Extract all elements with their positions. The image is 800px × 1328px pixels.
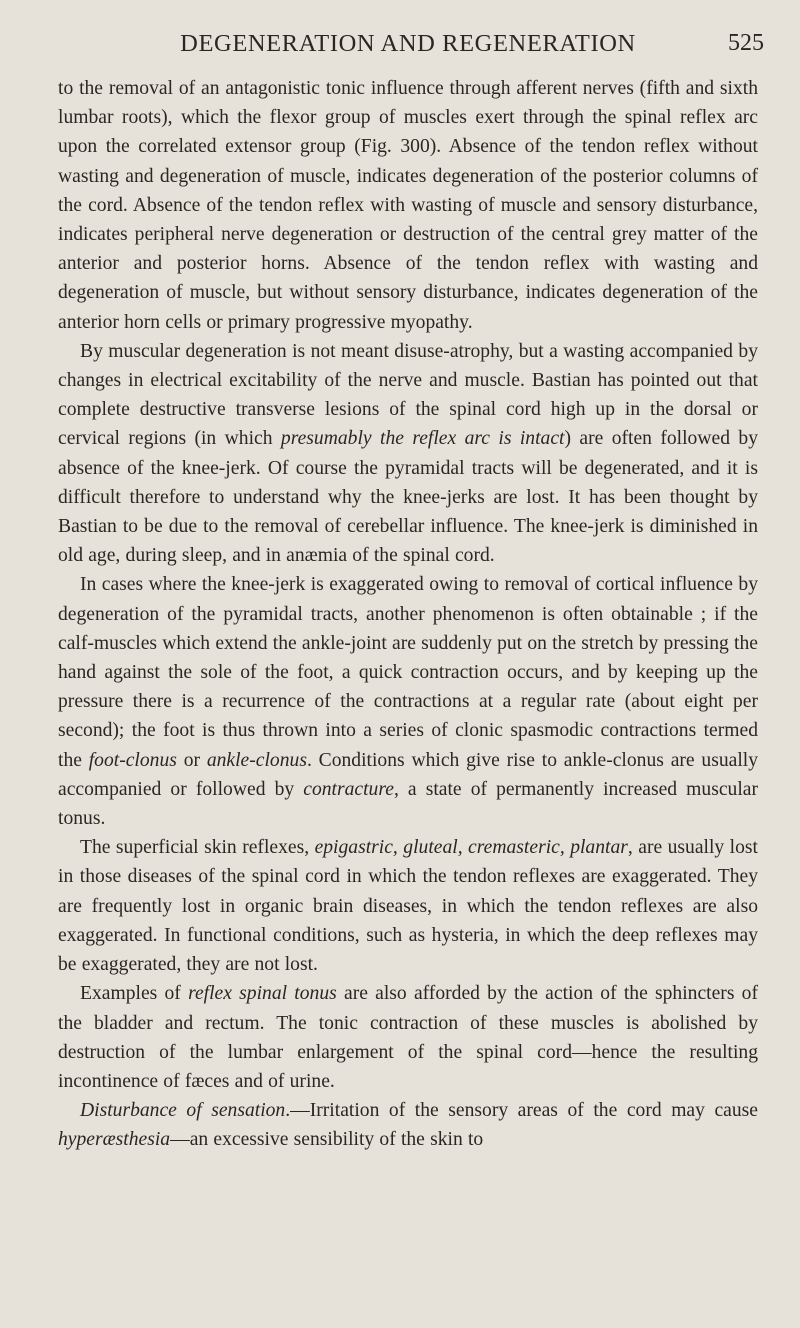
text-run: , are usually lost in those diseases of the spinal cord in which the tendon reflexes are exaggerated. They are frequently lost in organic brain diseases, in which the tendon reflexes are also exaggerated. In functional conditions, such as hysteria, in which the deep reflexes may be exaggerated, they are not lost.: [58, 837, 758, 976]
text-run: By muscular degeneration is not meant disuse-atrophy, but a wasting accompanied by changes in electrical excitability of the nerve and muscle. Bastian has pointed out that complete destructive transverse lesions of the spinal cord high up in the dorsal or cervical regions (in which: [58, 340, 758, 450]
text-run: . Conditions which give rise to ankle-clonus are usually accompanied or followed by: [58, 749, 759, 800]
text-run: Examples of: [80, 983, 189, 1005]
italic-term: Disturbance of sensation: [80, 1100, 286, 1122]
italic-term: hyperæsthesia: [58, 1129, 171, 1151]
text-run: —an excessive sensibility of the skin to: [170, 1129, 484, 1151]
book-page: [58, 22, 764, 1155]
italic-term: foot-clonus: [88, 749, 177, 771]
text-run: In cases where the knee-jerk is exaggerated owing to removal of cortical influence by degeneration of the pyramidal tracts, another phenomenon is often obtainable ; if the calf-muscles which extend the ankle-joint are suddenly put on the stretch by pressing the hand against the sole of the foot, a quick contraction occurs, and by keeping up the pressure there is a recurrence of the contractions at a regular rate (about eight per second); the foot is thus thrown into a series of clonic spasmodic contractions termed the: [58, 574, 758, 771]
paragraph: [58, 570, 758, 833]
text-run: .—Irritation of the sensory areas of the cord may cause: [285, 1100, 758, 1122]
italic-term: ankle-clonus: [206, 749, 307, 771]
text-run: , a state of permanently increased muscular tonus.: [58, 778, 758, 830]
text-run: or: [176, 749, 207, 771]
page-number: 525: [728, 30, 764, 56]
text-run: ) are often followed by absence of the knee-jerk. Of course the pyramidal tracts will be degenerated, and it is difficult therefore to understand why the knee-jerks are lost. It has been thought by Bastian to be due to the removal of cerebellar influence. The knee-jerk is diminished in old age, during sleep, and in anæmia of the spinal cord.: [58, 428, 758, 567]
paragraph: [58, 979, 758, 1096]
running-title: DEGENERATION AND REGENERATION: [180, 30, 636, 57]
italic-term: epigastric, gluteal, cremasteric, plantar: [314, 837, 628, 859]
italic-term: reflex spinal tonus: [188, 983, 337, 1005]
text-run: are also afforded by the action of the sphincters of the bladder and rectum. The tonic contraction of these muscles is abolished by destruction of the lumbar enlargement of the spinal cord—hence the resulting incontinence of fæces and of urine.: [58, 983, 759, 1092]
italic-term: contracture: [303, 778, 394, 800]
paragraph: [58, 74, 758, 337]
paragraph: [58, 337, 758, 571]
paragraph: [58, 833, 758, 979]
italic-term: presumably the reflex arc is intact: [280, 428, 565, 450]
body-text: [58, 74, 758, 1155]
paragraph: [58, 1096, 758, 1154]
text-run: The superficial skin reflexes,: [80, 837, 315, 859]
text-run: to the removal of an antagonistic tonic influence through afferent nerves (fifth and sixth lumbar roots), which the flexor group of muscles exert through the spinal reflex arc upon the correlated extensor group (Fig. 300). Absence of the tendon reflex without wasting and degeneration of muscle, indicates degeneration of the posterior columns of the cord. Absence of the tendon reflex with wasting of muscle and sensory disturbance, indicates peripheral nerve degeneration or destruction of the central grey matter of the anterior and posterior horns. Absence of the tendon reflex with wasting and degeneration of muscle, but without sensory disturbance, indicates degeneration of the anterior horn cells or primary progressive myopathy.: [58, 78, 758, 333]
running-head: [58, 22, 764, 74]
